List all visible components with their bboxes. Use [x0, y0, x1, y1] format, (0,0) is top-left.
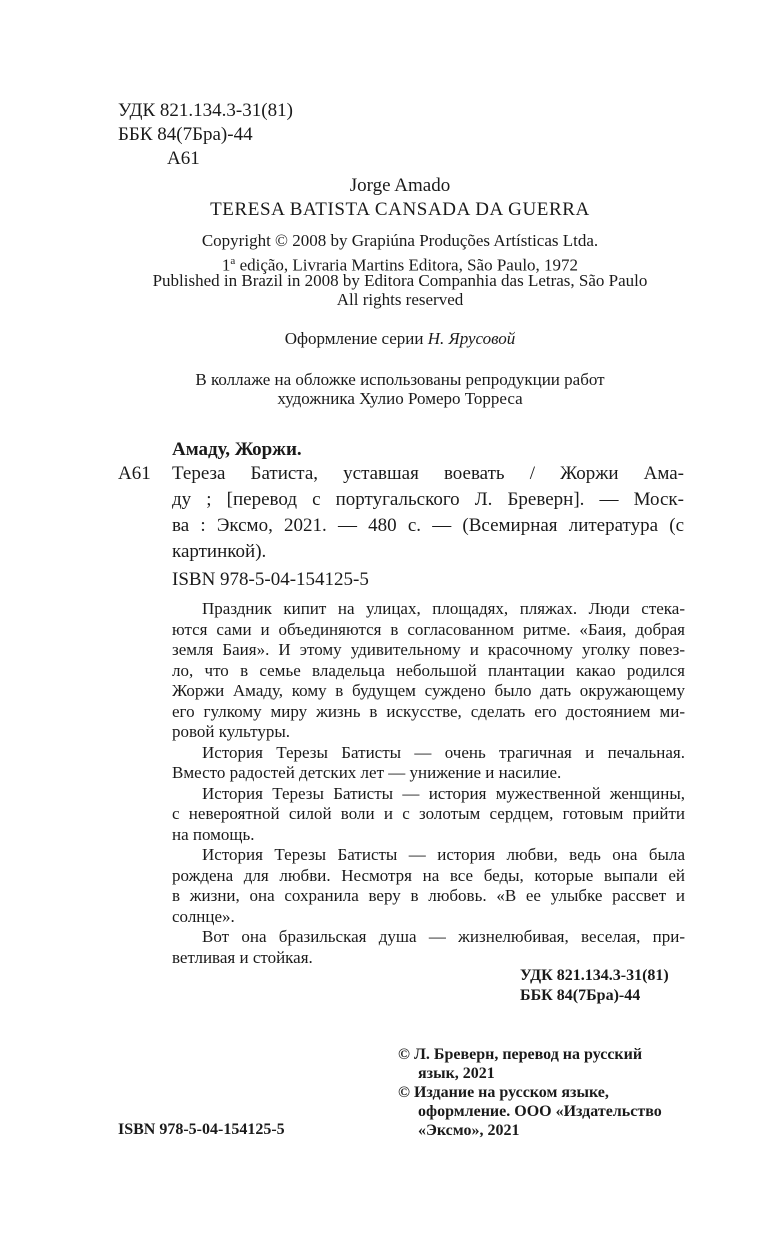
series-designer-name: Н. Ярусовой: [427, 329, 516, 348]
annotation-line: История Терезы Батисты — очень трагичная и печальная.: [202, 742, 685, 762]
annotation: [172, 599, 685, 968]
annotation-line: на помощь.: [172, 824, 255, 844]
annotation-line: Вот она бразильская душа — жизнелюбивая, веселая, при-: [202, 927, 685, 946]
original-title: TERESA BATISTA CANSADA DA GUERRA: [210, 199, 590, 220]
bib-line: Тереза Батиста, уставшая воевать / Жоржи Ама-: [172, 463, 684, 484]
edition-copyright-line-3: «Эксмо», 2021: [418, 1122, 520, 1139]
udk-code-top: УДК 821.134.3-31(81): [118, 100, 293, 121]
annotation-line: его гулкому миру жизнь в искусстве, сделать его достоянием ми-: [172, 701, 685, 721]
annotation-line: История Терезы Батисты — история любви, ведь она была: [202, 845, 685, 864]
bib-line: картинкой).: [172, 541, 267, 562]
annotation-line: ются сами и объединяются в согласованном ритме. «Баия, добрая: [172, 619, 685, 639]
edition-copyright-line-1: © Издание на русском языке,: [398, 1084, 609, 1101]
edition-copyright-line-2: оформление. ООО «Издательство: [418, 1103, 662, 1120]
bib-author-heading: Амаду, Жоржи.: [172, 439, 302, 460]
annotation-line: земля Баия». И этому удивительному и красочному уголку повез-: [172, 640, 685, 659]
bib-line: ва : Эксмо, 2021. — 480 с. — (Всемирная литература (с: [172, 515, 684, 536]
bbk-code-top: ББК 84(7Бра)-44: [118, 124, 253, 145]
bib-isbn: ISBN 978-5-04-154125-5: [172, 569, 369, 590]
copyright-line-3: Published in Brazil in 2008 by Editora Companhia das Letras, São Paulo: [152, 271, 648, 290]
edition-text: edição, Livraria Martins Editora, São Paulo, 1972: [235, 255, 579, 275]
annotation-line: в жизни, она сохранила веру в любовь. «В ее улыбке рассвет и: [172, 886, 685, 905]
translation-copyright-line-2: язык, 2021: [418, 1065, 495, 1082]
original-author: Jorge Amado: [349, 175, 451, 196]
cover-note-line-2: художника Хулио Ромеро Торреса: [277, 389, 523, 408]
bib-description: [172, 461, 684, 565]
annotation-line: ветливая и стойкая.: [172, 947, 313, 967]
author-code-top: А61: [167, 148, 200, 169]
annotation-line: рождена для любви. Несмотря на все беды, которые выпали ей: [172, 865, 685, 885]
annotation-line: Жоржи Амаду, кому в будущем суждено было дать окружающему: [172, 681, 685, 700]
series-design-credit: [0, 329, 768, 349]
annotation-line: Вместо радостей детских лет — унижение и насилие.: [172, 763, 562, 782]
bbk-code-bottom: ББК 84(7Бра)-44: [520, 987, 641, 1004]
isbn-bottom: ISBN 978-5-04-154125-5: [118, 1121, 285, 1138]
annotation-line: Праздник кипит на улицах, площадях, пляжах. Люди стека-: [202, 599, 685, 618]
udk-code-bottom: УДК 821.134.3-31(81): [520, 967, 669, 984]
bib-line: ду ; [перевод с португальского Л. Бреверн]. — Моск-: [172, 489, 684, 510]
copyright-line-1: Copyright © 2008 by Grapiúna Produções Artísticas Ltda.: [201, 231, 599, 250]
annotation-line: История Терезы Батисты — история мужественной женщины,: [202, 783, 685, 803]
copyright-line-4: All rights reserved: [336, 290, 464, 309]
series-design-label: Оформление серии: [284, 329, 428, 348]
annotation-line: с невероятной силой воли и с золотым сердцем, готовым прийти: [172, 804, 685, 823]
edition-superscript: a: [230, 255, 236, 267]
annotation-line: солнце».: [172, 906, 235, 926]
translation-copyright-line-1: © Л. Бреверн, перевод на русский: [398, 1046, 643, 1063]
annotation-line: ровой культуры.: [172, 722, 290, 741]
annotation-line: ло, что в семье владельца небольшой плантации какао родился: [172, 660, 685, 680]
bib-author-code: А61: [118, 463, 151, 484]
edition-number: 1: [221, 255, 231, 275]
cover-note-line-1: В коллаже на обложке использованы репродукции работ: [195, 370, 605, 389]
